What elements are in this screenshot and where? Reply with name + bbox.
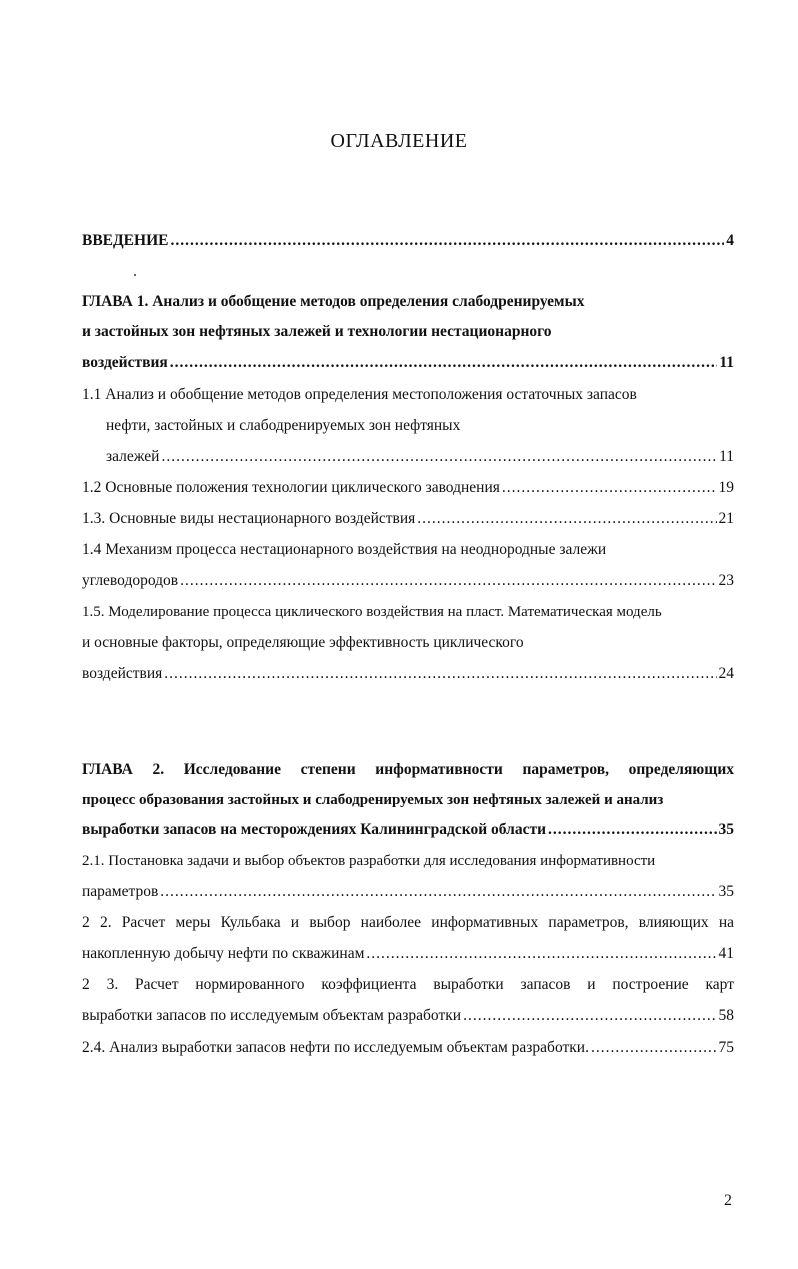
chapter1-heading-line1: ГЛАВА 1. Анализ и обобщение методов определения слабодренируемых xyxy=(82,293,585,310)
toc-entry-label: воздействия xyxy=(82,665,163,682)
dot-leader xyxy=(170,231,724,251)
toc-page-number: 11 xyxy=(719,354,734,371)
stray-mark xyxy=(134,274,136,276)
dot-leader xyxy=(591,1038,717,1058)
toc-entry-label: воздействия xyxy=(82,354,168,371)
dot-leader xyxy=(170,353,718,373)
section-1-5-line2: и основные факторы, определяющие эффективность циклического xyxy=(82,634,524,651)
page-title: ОГЛАВЛЕНИЕ xyxy=(330,130,468,152)
toc-entry-label: накопленную добычу нефти по скважинам xyxy=(82,945,365,962)
toc-entry-intro xyxy=(82,231,734,251)
toc-page-number: 35 xyxy=(718,883,734,900)
toc-page-number: 4 xyxy=(726,232,734,249)
toc-entry-label: углеводородов xyxy=(82,572,179,589)
toc-page-number: 21 xyxy=(718,510,734,527)
section-2-2-line1: 2 2. Расчет меры Кульбака и выбор наиболее информативных параметров, влияющих на xyxy=(82,914,734,931)
section-2-3-line1: 2 3. Расчет нормированного коэффициента выработки запасов и построение карт xyxy=(82,976,734,993)
toc-entry-label: 2.4. Анализ выработки запасов нефти по исследуемым объектам разработки. xyxy=(82,1039,589,1056)
chapter2-heading-line1: ГЛАВА 2. Исследование степени информативности параметров, определяющих xyxy=(82,761,734,778)
toc-entry-chapter2 xyxy=(82,820,734,840)
toc-entry-label: залежей xyxy=(106,448,160,465)
toc-entry-label: 1.3. Основные виды нестационарного воздействия xyxy=(82,510,416,527)
dot-leader xyxy=(366,944,716,964)
toc-page-number: 75 xyxy=(718,1039,734,1056)
chapter1-heading-line2: и застойных зон нефтяных залежей и технологии нестационарного xyxy=(82,323,552,340)
toc-entry-label: ВВЕДЕНИЕ xyxy=(82,232,169,249)
toc-entry-2-3 xyxy=(82,1006,734,1026)
page-number: 2 xyxy=(724,1192,732,1209)
toc-entry-1-4 xyxy=(82,571,734,591)
toc-entry-chapter1 xyxy=(82,353,734,373)
dot-leader xyxy=(160,882,716,902)
dot-leader xyxy=(161,447,717,467)
toc-entry-label: выработки запасов по исследуемым объектам разработки xyxy=(82,1007,462,1024)
toc-entry-1-5 xyxy=(82,664,734,684)
toc-entry-2-1 xyxy=(82,882,734,902)
toc-entry-label: параметров xyxy=(82,883,159,900)
toc-entry-2-2 xyxy=(82,944,734,964)
dot-leader xyxy=(463,1006,716,1026)
toc-entry-1-3 xyxy=(82,509,734,529)
toc-page-number: 58 xyxy=(718,1007,734,1024)
section-1-4-line1: 1.4 Механизм процесса нестационарного воздействия на неоднородные залежи xyxy=(82,541,607,558)
toc-page-number: 24 xyxy=(718,665,734,682)
toc-page-number: 23 xyxy=(718,572,734,589)
section-1-1-line1: 1.1 Анализ и обобщение методов определения местоположения остаточных запасов xyxy=(82,386,637,403)
dot-leader xyxy=(417,509,716,529)
toc-entry-2-4 xyxy=(82,1038,734,1058)
toc-page-number: 11 xyxy=(719,448,734,465)
toc-page-number: 35 xyxy=(718,821,734,838)
section-1-5-line1: 1.5. Моделирование процесса циклического воздействия на пласт. Математическая модель xyxy=(82,604,662,620)
toc-page-number: 41 xyxy=(718,945,734,962)
section-1-1-line2: нефти, застойных и слабодренируемых зон нефтяных xyxy=(106,417,461,434)
section-2-1-line1: 2.1. Постановка задачи и выбор объектов разработки для исследования информативности xyxy=(82,853,656,869)
dot-leader xyxy=(548,820,716,840)
dot-leader xyxy=(164,664,716,684)
dot-leader xyxy=(180,571,716,591)
dot-leader xyxy=(502,478,717,498)
toc-page-number: 19 xyxy=(718,479,734,496)
toc-entry-1-2 xyxy=(82,478,734,498)
chapter2-heading-line2: процесс образования застойных и слабодренируемых зон нефтяных залежей и анализ xyxy=(82,792,664,808)
toc-entry-label: 1.2 Основные положения технологии циклического заводнения xyxy=(82,479,500,496)
toc-entry-label: выработки запасов на месторождениях Калининградской области xyxy=(82,821,547,838)
toc-entry-1-1 xyxy=(106,447,734,467)
